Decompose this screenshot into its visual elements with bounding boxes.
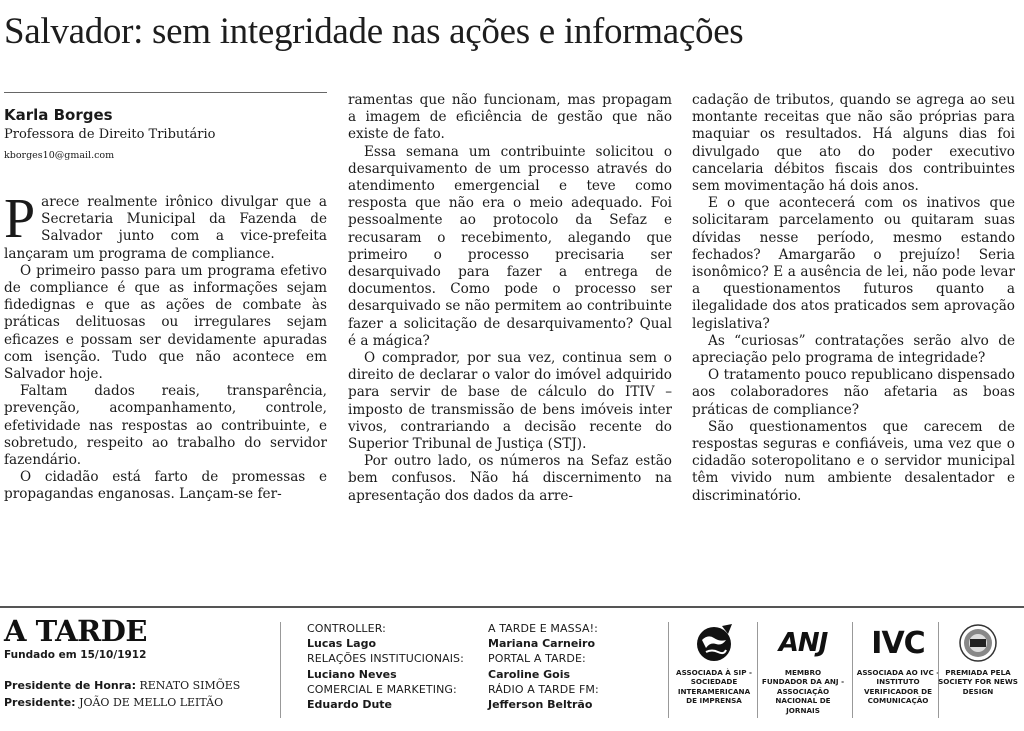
anj-logo-text: ANJ	[778, 628, 828, 658]
assoc-sip	[672, 622, 756, 706]
author-role: Professora de Direito Tributário	[4, 127, 216, 142]
assoc-snd	[936, 622, 1020, 696]
assoc-caption: ASSOCIADA À SIP - SOCIEDADE INTERAMERICANA DE IMPRENSA	[676, 668, 752, 706]
footer-separator	[757, 622, 758, 718]
assoc-caption: ASSOCIADA AO IVC - INSTITUTO VERIFICADOR DE COMUNICAÇÃO	[856, 668, 940, 706]
staff-role: COMERCIAL E MARKETING:	[307, 682, 457, 696]
paragraph: cadação de tributos, quando se agrega ao seu montante receitas que não são próprias para maquiar os resultados. Há alguns dias foi divulgado que ato do poder executivo cancelaria débitos fiscais dos contribuintes sem movimentação há dois anos.	[692, 92, 1015, 195]
paragraph: E o que acontecerá com os inativos que solicitaram parcelamento ou quitaram suas dívidas nesse período, mesmo estando fechados? Amargarão o prejuízo! Seria isonômico? E a ausência de lei, não pode levar a questionamentos futuros quanto a ilegalidade dos atos praticados sem aprovação legislativa?	[692, 195, 1015, 332]
anj-logo	[761, 622, 845, 664]
assoc-caption: PREMIADA PELA SOCIETY FOR NEWS DESIGN	[938, 668, 1018, 696]
staff-role: RELAÇÕES INSTITUCIONAIS:	[307, 652, 464, 666]
footer-divider	[0, 606, 1024, 608]
author-block	[4, 105, 327, 164]
honor-label: Presidente de Honra:	[4, 679, 136, 692]
paragraph: São questionamentos que carecem de respostas seguras e confiáveis, uma vez que o cidadão soteropolitano e o servidor municipal têm vivido num ambiente desalentador e discriminatório.	[692, 418, 1015, 504]
staff-role: A TARDE E MASSA!:	[488, 622, 598, 635]
staff-name: Eduardo Dute	[307, 698, 393, 712]
ivc-logo-text: IVC	[871, 625, 925, 661]
assoc-caption: MEMBRO FUNDADOR DA ANJ - ASSOCIAÇÃO NACIONAL DE JORNAIS	[761, 668, 845, 715]
paragraph: Por outro lado, os números na Sefaz estão bem confusos. Não há discernimento na apresentação dos dados da arre-	[348, 453, 672, 504]
article-headline: Salvador: sem integridade nas ações e informações	[4, 11, 744, 52]
footer-separator	[852, 622, 853, 718]
paragraph: O comprador, por sua vez, continua sem o direito de declarar o valor do imóvel adquirido para servir de base de cálculo do ITIV – imposto de transmissão de bens imóveis inter vivos, contrariando a decisão recente do Superior Tribunal de Justiça (STJ).	[348, 350, 672, 453]
author-divider	[4, 92, 327, 93]
paragraph: ramentas que não funcionam, mas propagam a imagem de eficiência de gestão que não existe de fato.	[348, 92, 672, 143]
paragraph: O tratamento pouco republicano dispensado aos colaboradores não afetaria as boas práticas de compliance?	[692, 367, 1015, 418]
staff-name: Caroline Gois	[488, 667, 571, 681]
staff-name: Mariana Carneiro	[488, 637, 596, 651]
staff-name: Jefferson Beltrão	[488, 698, 593, 712]
founded-date: Fundado em 15/10/1912	[4, 649, 147, 661]
article-column-3	[692, 92, 1015, 505]
drop-cap: P	[4, 188, 36, 250]
ivc-logo	[856, 622, 940, 664]
assoc-ivc	[856, 622, 940, 706]
article-column-1	[4, 92, 327, 504]
author-email[interactable]: kborges10@gmail.com	[4, 150, 115, 161]
staff-role: PORTAL A TARDE:	[488, 652, 586, 666]
snd-seal-icon	[936, 622, 1020, 664]
honor-name: RENATO SIMÕES	[139, 679, 241, 692]
president-label: Presidente:	[4, 696, 76, 709]
staff-name: Luciano Neves	[307, 667, 397, 681]
staff-role: CONTROLLER:	[307, 622, 386, 635]
footer-separator	[668, 622, 669, 718]
staff-role: RÁDIO A TARDE FM:	[488, 682, 599, 696]
leadership	[4, 677, 240, 711]
author-name: Karla Borges	[4, 106, 113, 124]
article-column-2	[348, 92, 672, 505]
staff-list-left	[307, 621, 464, 712]
staff-name: Lucas Lago	[307, 637, 377, 651]
paragraph: O cidadão está farto de promessas e propagandas enganosas. Lançam-se fer-	[4, 469, 327, 503]
paragraph: Essa semana um contribuinte solicitou o desarquivamento de um processo através do atendimento emergencial e teve como resposta que não era o meio adequado. Foi pessoalmente ao protocolo da Sefaz e recusaram o recebimento, alegando que primeiro o processo precisaria ser desarquivado para fazer a entrega de documentos. Como pode o processo ser desarquivado se não permitem ao contribuinte fazer a solicitação de desarquivamento? Qual é a mágica?	[348, 143, 672, 349]
paragraph: Faltam dados reais, transparência, prevenção, acompanhamento, controle, efetividade nas respostas ao contribuinte, e sobretudo, respeito ao trabalho do servidor fazendário.	[4, 383, 327, 469]
newspaper-brand: A TARDE	[4, 614, 147, 648]
assoc-anj	[761, 622, 845, 715]
footer-separator	[280, 622, 281, 718]
paragraph: Parece realmente irônico divulgar que a Secretaria Municipal da Fazenda de Salvador junto com a vice-prefeita lançaram um programa de compliance.	[4, 188, 327, 262]
president-name: JOÃO DE MELLO LEITÃO	[79, 696, 224, 709]
paragraph: As “curiosas” contratações serão alvo de apreciação pelo programa de integridade?	[692, 332, 1015, 367]
staff-list-right	[488, 621, 599, 712]
paragraph: O primeiro passo para um programa efetivo de compliance é que as informações sejam fidedignas e que as ações de combate às práticas delituosas ou irregulares sejam eficazes e possam ser devidamente apuradas com isenção. Tudo que não acontece em Salvador hoje.	[4, 262, 327, 383]
sip-globe-icon	[672, 622, 756, 664]
